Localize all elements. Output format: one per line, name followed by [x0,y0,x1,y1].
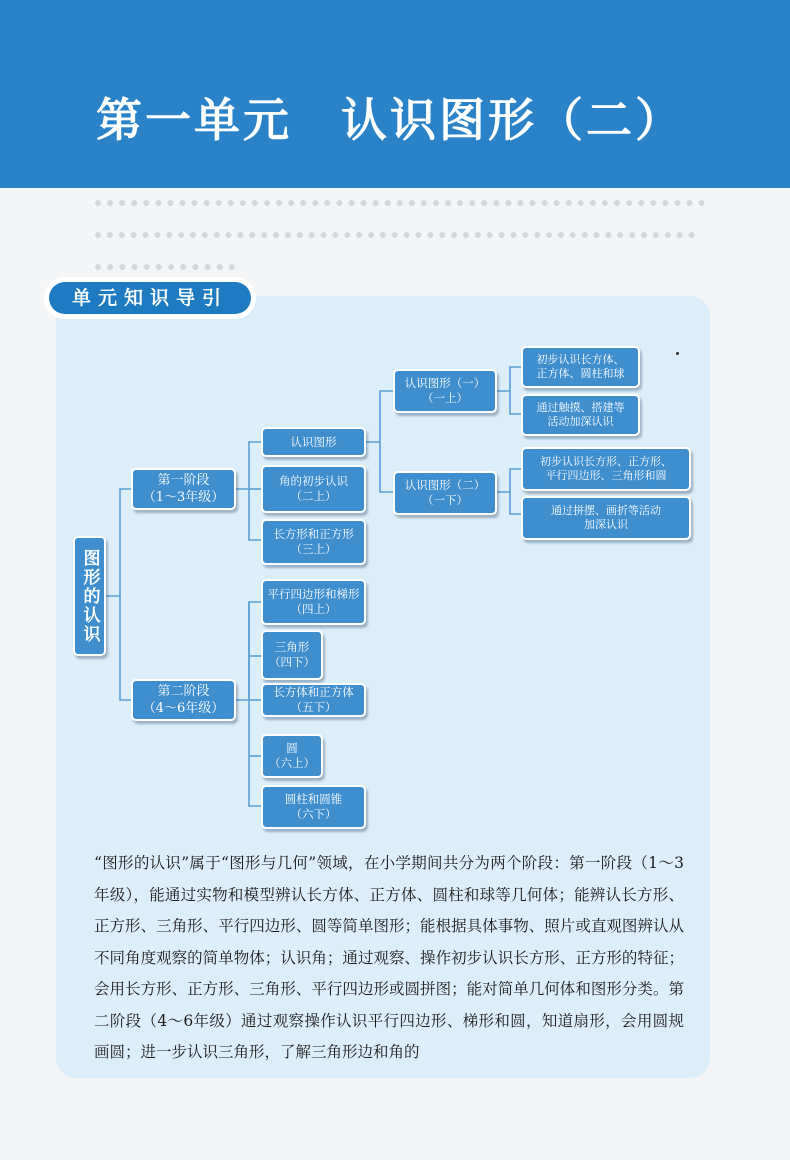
node-parallelogram-trapezoid-grade: （四上） [290,602,337,616]
speck-mark [676,352,679,355]
detail-solid-shapes-line2: 正方体、圆柱和球 [536,367,625,380]
detail-solid-shapes [521,346,640,388]
detail-touch-build-line2: 活动加深认识 [547,415,614,428]
detail-arrange-fold-line1: 通过拼摆、画折等活动 [551,504,661,517]
node-rectangle-square-label: 长方形和正方形 [273,527,354,541]
node-recognize-shapes-2-label: 认识图形（二） [404,478,486,492]
node-cylinder-cone [261,785,366,829]
node-cuboid-cube [261,683,366,717]
stage-two-grades: （4～6年级） [142,701,225,716]
node-recognize-shapes [261,427,366,457]
section-tag-label: 单元知识导引 [49,282,251,314]
detail-touch-build-line1: 通过触摸、搭建等 [536,401,625,414]
detail-arrange-fold [521,496,691,540]
detail-arrange-fold-line2: 加深认识 [584,518,628,531]
node-angle-intro-grade: （二上） [290,489,337,503]
detail-solid-shapes-line1: 初步认识长方体、 [536,353,625,366]
node-recognize-shapes-2 [393,471,497,515]
node-triangle-label: 三角形 [274,640,310,654]
node-cuboid-cube-label: 长方体和正方体 [273,685,354,699]
node-angle-intro [261,465,366,513]
stage-one-title: 第一阶段 [157,473,210,488]
stage-two-node [131,679,236,721]
node-recognize-shapes-1-label: 认识图形（一） [404,376,486,390]
stage-two-title: 第二阶段 [157,684,210,699]
node-recognize-shapes-2-grade: （一下） [422,493,468,507]
node-recognize-shapes-1 [393,369,497,413]
node-recognize-shapes-1-grade: （一上） [422,391,468,405]
node-recognize-shapes-label: 认识图形 [290,434,337,449]
diagram-root: 图形的认识 [73,536,106,656]
node-parallelogram-trapezoid [261,579,366,625]
node-rectangle-square [261,519,366,565]
detail-plane-shapes-line2: 平行四边形、三角形和圆 [545,469,667,482]
node-parallelogram-trapezoid-label: 平行四边形和梯形 [267,587,360,601]
detail-touch-build [521,394,640,436]
node-circle [261,734,323,778]
detail-plane-shapes-line1: 初步认识长方形、正方形、 [540,455,672,468]
node-angle-intro-label: 角的初步认识 [279,474,348,488]
node-circle-label: 圆 [286,741,298,755]
detail-plane-shapes [521,447,691,491]
node-circle-grade: （六上） [269,756,315,770]
stage-one-grades: （1～3年级） [142,490,225,505]
intro-paragraph: “图形的认识”属于“图形与几何”领域，在小学期间共分为两个阶段：第一阶段（1～3年级），能通过实物和模型辨认长方体、正方体、圆柱和球等几何体；能辨认长方形、正方形、三角形、平行四边形、圆等简单图形；能根据具体事物、照片或直观图辨认从不同角度观察的简单物体；认识角；通过观察、操作初步认识长方形、正方形的特征；会用长方形、正方形、三角形、平行四边形或圆拼图；能对简单几何体和图形分类。第二阶段（4～6年级）通过观察操作认识平行四边形、梯形和圆，知道扇形，会用圆规画圆；进一步认识三角形，了解三角形边和角的 [94,854,684,1061]
node-cylinder-cone-grade: （六下） [290,807,337,821]
node-triangle [261,630,323,680]
node-triangle-grade: （四下） [269,655,315,669]
stage-one-node [131,468,236,510]
node-rectangle-square-grade: （三上） [290,542,337,556]
node-cylinder-cone-label: 圆柱和圆锥 [284,792,343,806]
node-cuboid-cube-grade: （五下） [290,700,337,714]
unit-title: 第一单元 认识图形（二） [96,93,684,147]
